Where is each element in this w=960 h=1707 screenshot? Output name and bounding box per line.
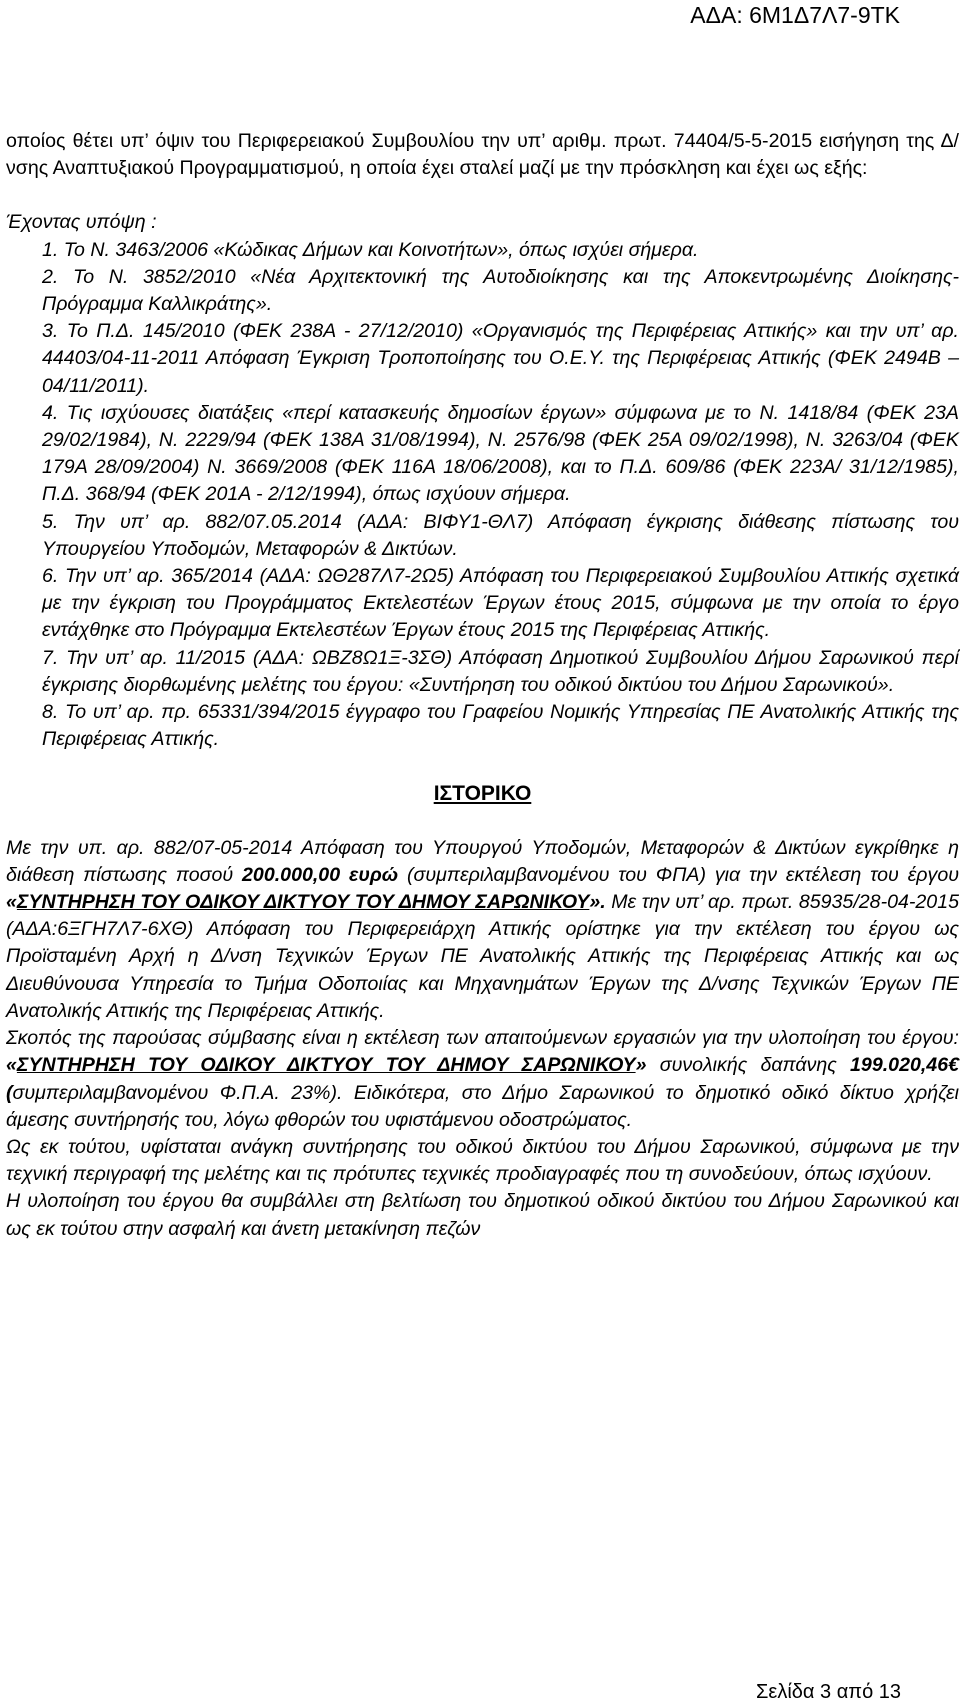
- text-run: συμπεριλαμβανομένου Φ.Π.Α. 23%). Ειδικότερα, στο Δήμο Σαρωνικού το δημοτικό οδικό δίκτυο χρήζει άμεσης συντήρησής του, λόγω φθορών του υφιστάμενου οδοστρώματος.: [6, 1081, 959, 1131]
- quote-mark: «: [6, 891, 17, 914]
- spacer: [6, 753, 959, 780]
- item-text: Το Ν. 3852/2010 «Νέα Αρχιτεκτονική της Αυτοδιοίκησης και της Αποκεντρωμένης Διοίκησης- Πρόγραμμα Καλλικράτης».: [42, 265, 959, 316]
- considering-item-5: [6, 509, 959, 563]
- considering-item-3: [6, 318, 959, 400]
- project-title: ΣΥΝΤΗΡΗΣΗ ΤΟΥ ΟΔΙΚΟΥ ΔΙΚΤΥΟΥ ΤΟΥ ΔΗΜΟΥ ΣΑΡΩΝΙΚΟΥ: [16, 1054, 636, 1077]
- item-text: Τις ισχύουσες διατάξεις «περί κατασκευής δημοσίων έργων» σύμφωνα με το Ν. 1418/84 (ΦΕΚ 23Α 29/02/1984), Ν. 2229/94 (ΦΕΚ 138Α 31/08/1994), Ν. 2576/98 (ΦΕΚ 25Α 09/02/1998), Ν. 3263/04 (ΦΕΚ 179Α 28/09/2004) Ν. 3669/2008 (ΦΕΚ 116Α 18/06/2008), και το Π.Δ. 609/86 (ΦΕΚ 223Α/ 31/12/1985), Π.Δ. 368/94 (ΦΕΚ 201Α - 2/12/1994), όπως ισχύουν σήμερα.: [42, 401, 959, 506]
- history-paragraph-1: [6, 835, 959, 1025]
- text-run: (συμπεριλαμβανομένου του ΦΠΑ) για την εκτέλεση του έργου: [398, 863, 959, 886]
- project-title: ΣΥΝΤΗΡΗΣΗ ΤΟΥ ΟΔΙΚΟΥ ΔΙΚΤΥΟΥ ΤΟΥ ΔΗΜΟΥ ΣΑΡΩΝΙΚΟΥ: [16, 891, 590, 914]
- text-run: Με την υπ. αρ. 882/07-05-2014 Απόφαση του Υπουργού Υποδομών, Μεταφορών & Δικτύων εγκρίθηκε η διάθεση πίστωσης ποσού: [6, 836, 959, 886]
- quote-mark: «: [6, 1054, 17, 1077]
- item-text: Την υπ’ αρ. 365/2014 (ΑΔΑ: ΩΘ287Λ7-2Ω5) Απόφαση του Περιφερειακού Συμβουλίου Αττικής σχετικά με την έγκριση του Προγράμματος Εκτελεστέων Έργων έτους 2015, σύμφωνα με την οποία το έργο εντάχθηκε στο Πρόγραμμα Εκτελεστέων Έργων έτους 2015 της Περιφέρειας Αττικής.: [42, 565, 959, 642]
- item-text: Το Ν. 3463/2006 «Κώδικας Δήμων και Κοινοτήτων», όπως ισχύει σήμερα.: [63, 238, 699, 261]
- considering-item-7: [6, 645, 959, 699]
- considering-item-8: [6, 699, 959, 753]
- history-heading: ΙΣΤΟΡΙΚΟ: [433, 782, 532, 806]
- history-paragraph-2: [6, 1025, 959, 1134]
- item-number: 1.: [42, 238, 59, 261]
- item-text: Την υπ’ αρ. 11/2015 (ΑΔΑ: ΩΒΖ8Ω1Ξ-3ΣΘ) Απόφαση Δημοτικού Συμβουλίου Δήμου Σαρωνικού περί έγκρισης διορθωμένης μελέτης του έργου: «Συντήρηση του οδικού δικτύου του Δήμου Σαρωνικού».: [42, 646, 959, 696]
- item-number: 7.: [42, 646, 59, 669]
- item-number: 4.: [42, 401, 59, 424]
- document-body: [6, 128, 959, 1243]
- item-number: 8.: [42, 701, 59, 724]
- spacer: [6, 808, 959, 835]
- amount: 199.020,46€: [850, 1054, 959, 1077]
- history-paragraph-4: Η υλοποίηση του έργου θα συμβάλλει στη βελτίωση του δημοτικού οδικού δικτύου του Δήμου Σαρωνικού και ως εκ τούτου στην ασφαλή και άνετη μετακίνηση πεζών: [6, 1190, 959, 1240]
- considering-item-4: [6, 400, 959, 509]
- amount: 200.000,00 ευρώ: [242, 863, 399, 886]
- item-number: 5.: [42, 510, 59, 533]
- ada-code: ΑΔΑ: 6Μ1Δ7Λ7-9ΤΚ: [690, 2, 900, 28]
- history-paragraph-3: Ως εκ τούτου, υφίσταται ανάγκη συντήρησης του οδικού δικτύου του Δήμου Σαρωνικού, σύμφωνα με την τεχνική περιγραφή της μελέτης και τις πρότυπες τεχνικές προδιαγραφές που τη συνοδεύουν, όπως ισχύουν.: [6, 1135, 959, 1186]
- spacer: [6, 182, 959, 209]
- quote-mark: ».: [589, 891, 606, 914]
- item-text: Την υπ’ αρ. 882/07.05.2014 (ΑΔΑ: ΒΙΦΥ1-ΘΛ7) Απόφαση έγκρισης διάθεσης πίστωσης του Υπουργείου Υποδομών, Μεταφορών & Δικτύων.: [42, 510, 959, 560]
- considering-item-1: [6, 237, 959, 264]
- item-number: 2.: [42, 265, 59, 288]
- item-number: 3.: [42, 320, 59, 343]
- intro-paragraph: οποίος θέτει υπ’ όψιν του Περιφερειακού Συμβουλίου την υπ’ αριθμ. πρωτ. 74404/5-5-2015 εισήγηση της Δ/νσης Αναπτυξιακού Προγραμματισμού, η οποία έχει σταλεί μαζί με την πρόσκληση και έχει ως εξής:: [6, 130, 959, 180]
- page-number: Σελίδα 3 από 13: [756, 1681, 901, 1703]
- quote-mark: »: [635, 1054, 647, 1077]
- considering-item-2: [6, 264, 959, 318]
- text-run: συνολικής δαπάνης: [646, 1054, 851, 1077]
- text-run: Με την υπ’ αρ. πρωτ. 85935/28-04-2015 (ΑΔΑ:6ΞΓΗ7Λ7-6ΧΘ) Απόφαση του Περιφερειάρχη Αττικής ορίστηκε για την εκτέλεση του έργου ως Προϊσταμένη Αρχή η Δ/νση Τεχνικών Έργων ΠΕ Ανατολικής Αττικής της Περιφέρειας Αττικής και ως Διευθύνουσα Υπηρεσία το Τμήμα Οδοποιίας και Μηχανημάτων Έργων της Δ/νσης Τεχνικών Έργων ΠΕ Ανατολικής Αττικής της Περιφέρειας Αττικής.: [6, 891, 959, 1022]
- item-text: Το υπ’ αρ. πρ. 65331/394/2015 έγγραφο του Γραφείου Νομικής Υπηρεσίας ΠΕ Ανατολικής Αττικής της Περιφέρειας Αττικής.: [42, 701, 959, 751]
- text-run: (: [6, 1081, 13, 1104]
- item-number: 6.: [42, 565, 59, 588]
- item-text: Το Π.Δ. 145/2010 (ΦΕΚ 238Α - 27/12/2010) «Οργανισμός της Περιφέρειας Αττικής» και την υπ’ αρ. 44403/04-11-2011 Απόφαση Έγκριση Τροποποίησης του Ο.Ε.Υ. της Περιφέρειας Αττικής (ΦΕΚ 2494Β – 04/11/2011).: [42, 320, 959, 397]
- text-run: Σκοπός της παρούσας σύμβασης είναι η εκτέλεση των απαιτούμενων εργασιών για την υλοποίηση του έργου:: [6, 1027, 959, 1050]
- considering-label: Έχοντας υπόψη :: [6, 211, 157, 234]
- considering-item-6: [6, 563, 959, 645]
